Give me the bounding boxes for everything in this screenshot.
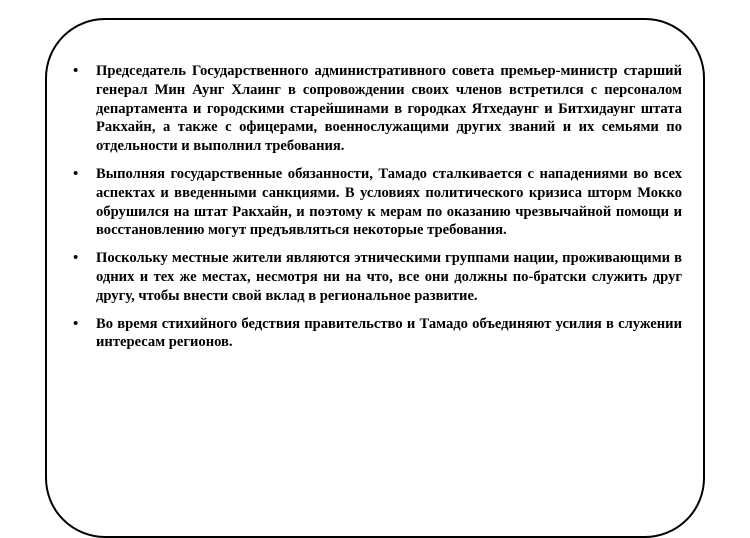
bullet-text: Председатель Государственного административного совета премьер-министр старший генерал Мин Аунг Хлаинг в сопровождении своих членов встретился с персоналом департамента и городскими старейшинами в городках Ятхедаунг и Битхидаунг штата Ракхайн, а также с офицерами, военнослужащими других званий и их семьями по отдельности и выполнил требования. (96, 63, 682, 155)
bullet-text: Выполняя государственные обязанности, Тамадо сталкивается с нападениями во всех аспектах и введенными санкциями. В условиях политического кризиса шторм Мокко обрушился на штат Ракхайн, и поэтому к мерам по оказанию чрезвычайной помощи и восстановлению могут предъявляться некоторые требования. (96, 165, 682, 239)
bullet-list (68, 62, 682, 361)
bullet-text: Во время стихийного бедствия правительство и Тамадо объединяют усилия в служении интересам регионов. (96, 315, 682, 351)
bullet-dot-icon: • (73, 250, 79, 267)
bullet-item (68, 315, 682, 353)
bullet-item (68, 165, 682, 240)
bullet-dot-icon: • (73, 315, 79, 332)
bullet-dot-icon: • (73, 63, 79, 79)
bullet-item (68, 249, 682, 305)
bullet-text: Поскольку местные жители являются этническими группами нации, проживающими в одних и тех же местах, несмотря ни на что, все они должны по-братски служить друг другу, чтобы внести свой вклад в региональное развитие. (96, 250, 682, 304)
bullet-item (68, 62, 682, 156)
bullet-dot-icon: • (73, 165, 79, 182)
